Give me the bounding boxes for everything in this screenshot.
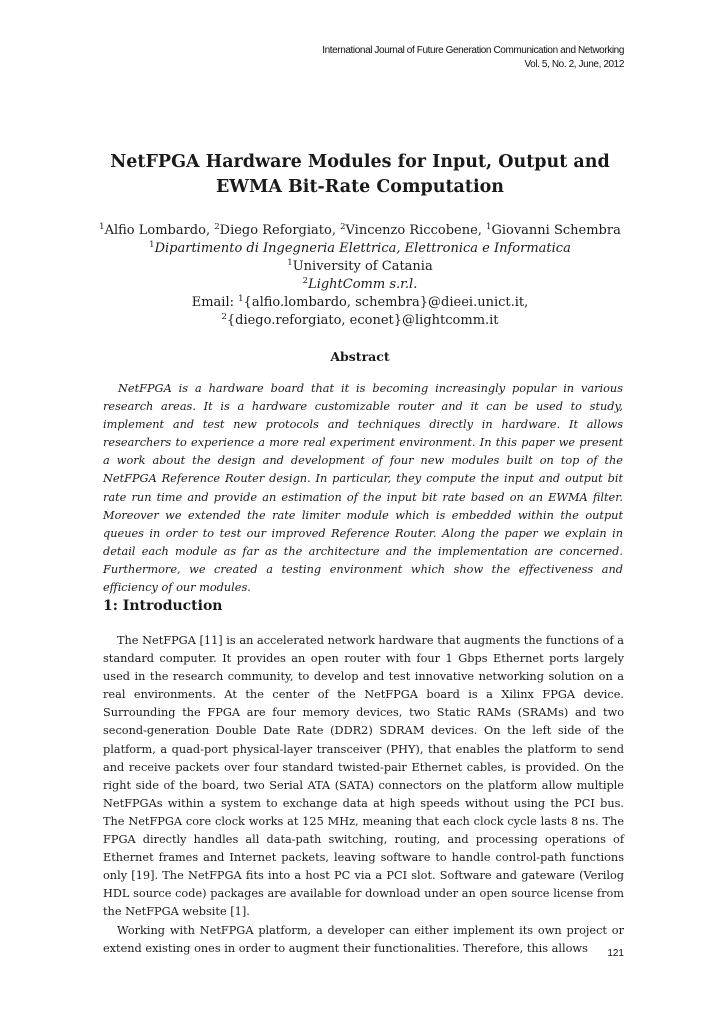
author-name: Giovanni Schembra <box>491 223 621 238</box>
affiliation-company: LightComm s.r.l. <box>308 277 418 292</box>
author-sup: 2 <box>214 222 220 232</box>
affiliation-sup: 2 <box>302 276 309 286</box>
volume-info: Vol. 5, No. 2, June, 2012 <box>524 59 624 70</box>
email-line <box>90 312 630 330</box>
paragraph: Working with NetFPGA platform, a developer can either implement its own project or extend existing ones in order to augment their functionalities. Therefore, this allows <box>103 923 624 955</box>
authors-block <box>90 222 630 330</box>
affiliation-department: Dipartimento di Ingegneria Elettrica, Elettronica e Informatica <box>154 241 571 256</box>
author-sup: 1 <box>99 222 105 232</box>
author-sup: 1 <box>486 222 492 232</box>
introduction-body <box>103 632 624 958</box>
abstract-heading: Abstract <box>330 349 390 364</box>
paragraph: The NetFPGA [11] is an accelerated network hardware that augments the functions of a standard computer. It provides an open router with four 1 Gbps Ethernet ports largely used in the research community, to develop and test innovative networking solution on a real environments. At the center of the NetFPGA board is a Xilinx FPGA device. Surrounding the FPGA are four memory devices, two Static RAMs (SRAMs) and two second-generation Double Date Rate (DDR2) SDRAM devices. On the left side of the platform, a quad-port physical-layer transceiver (PHY), that enables the platform to send and receive packets over four standard twisted-pair Ethernet cables, is provided. On the right side of the board, two Serial ATA (SATA) connectors on the platform allow multiple NetFPGAs within a system to exchange data at high speeds without using the PCI bus. The NetFPGA core clock works at 125 MHz, meaning that each clock cycle lasts 8 ns. The FPGA directly handles all data-path switching, routing, and processing operations of Ethernet frames and Internet packets, leaving software to handle control-path functions only [19]. The NetFPGA fits into a host PC via a PCI slot. Software and gateware (Verilog HDL source code) packages are available for download under an open source license from the NetFPGA website [1]. <box>103 634 624 919</box>
affiliation-sup: 1 <box>287 258 293 268</box>
email-sup: 2 <box>221 312 227 322</box>
affiliation-university: University of Catania <box>292 259 433 274</box>
title-line-2: EWMA Bit-Rate Computation <box>215 177 505 197</box>
author-name: Diego Reforgiato, <box>219 223 341 238</box>
affiliation-sup: 1 <box>149 240 155 250</box>
author-sup: 2 <box>340 222 346 232</box>
email-line <box>90 294 630 312</box>
email-address: {diego.reforgiato, econet}@lightcomm.it <box>226 313 499 328</box>
title-line-1: NetFPGA Hardware Modules for Input, Output and <box>110 152 610 172</box>
email-address: {alfio.lombardo, schembra}@dieei.unict.it, <box>243 295 529 310</box>
section-heading: 1: Introduction <box>103 598 223 614</box>
abstract-text: NetFPGA is a hardware board that it is becoming increasingly popular in various research areas. It is a hardware customizable router and it can be used to study, implement and test new protocols and techniques directly in hardware. It allows researchers to experience a more real experiment environment. In this paper we present a work about the design and development of four new modules built on top of the NetFPGA Reference Router design. In particular, they compute the input and output bit rate run time and provide an estimation of the input bit rate based on an EWMA filter. Moreover we extended the rate limiter module which is embedded within the output queues in order to test our improved Reference Router. Along the paper we explain in detail each module as far as the architecture and the implementation are concerned. Furthermore, we created a testing environment which show the effectiveness and efficiency of our modules. <box>103 382 623 595</box>
email-label: Email: <box>191 295 239 310</box>
paper-title <box>90 150 630 200</box>
running-header <box>322 44 624 72</box>
author-list <box>90 222 630 240</box>
page-number: 121 <box>607 948 624 959</box>
affiliation-line <box>90 258 630 276</box>
affiliation-line <box>90 240 630 258</box>
affiliation-line <box>90 276 630 294</box>
email-sup: 1 <box>238 294 244 304</box>
journal-name: International Journal of Future Generation Communication and Networking <box>322 45 624 56</box>
author-name: Vincenzo Riccobene, <box>345 223 487 238</box>
author-name: Alfio Lombardo, <box>104 223 215 238</box>
